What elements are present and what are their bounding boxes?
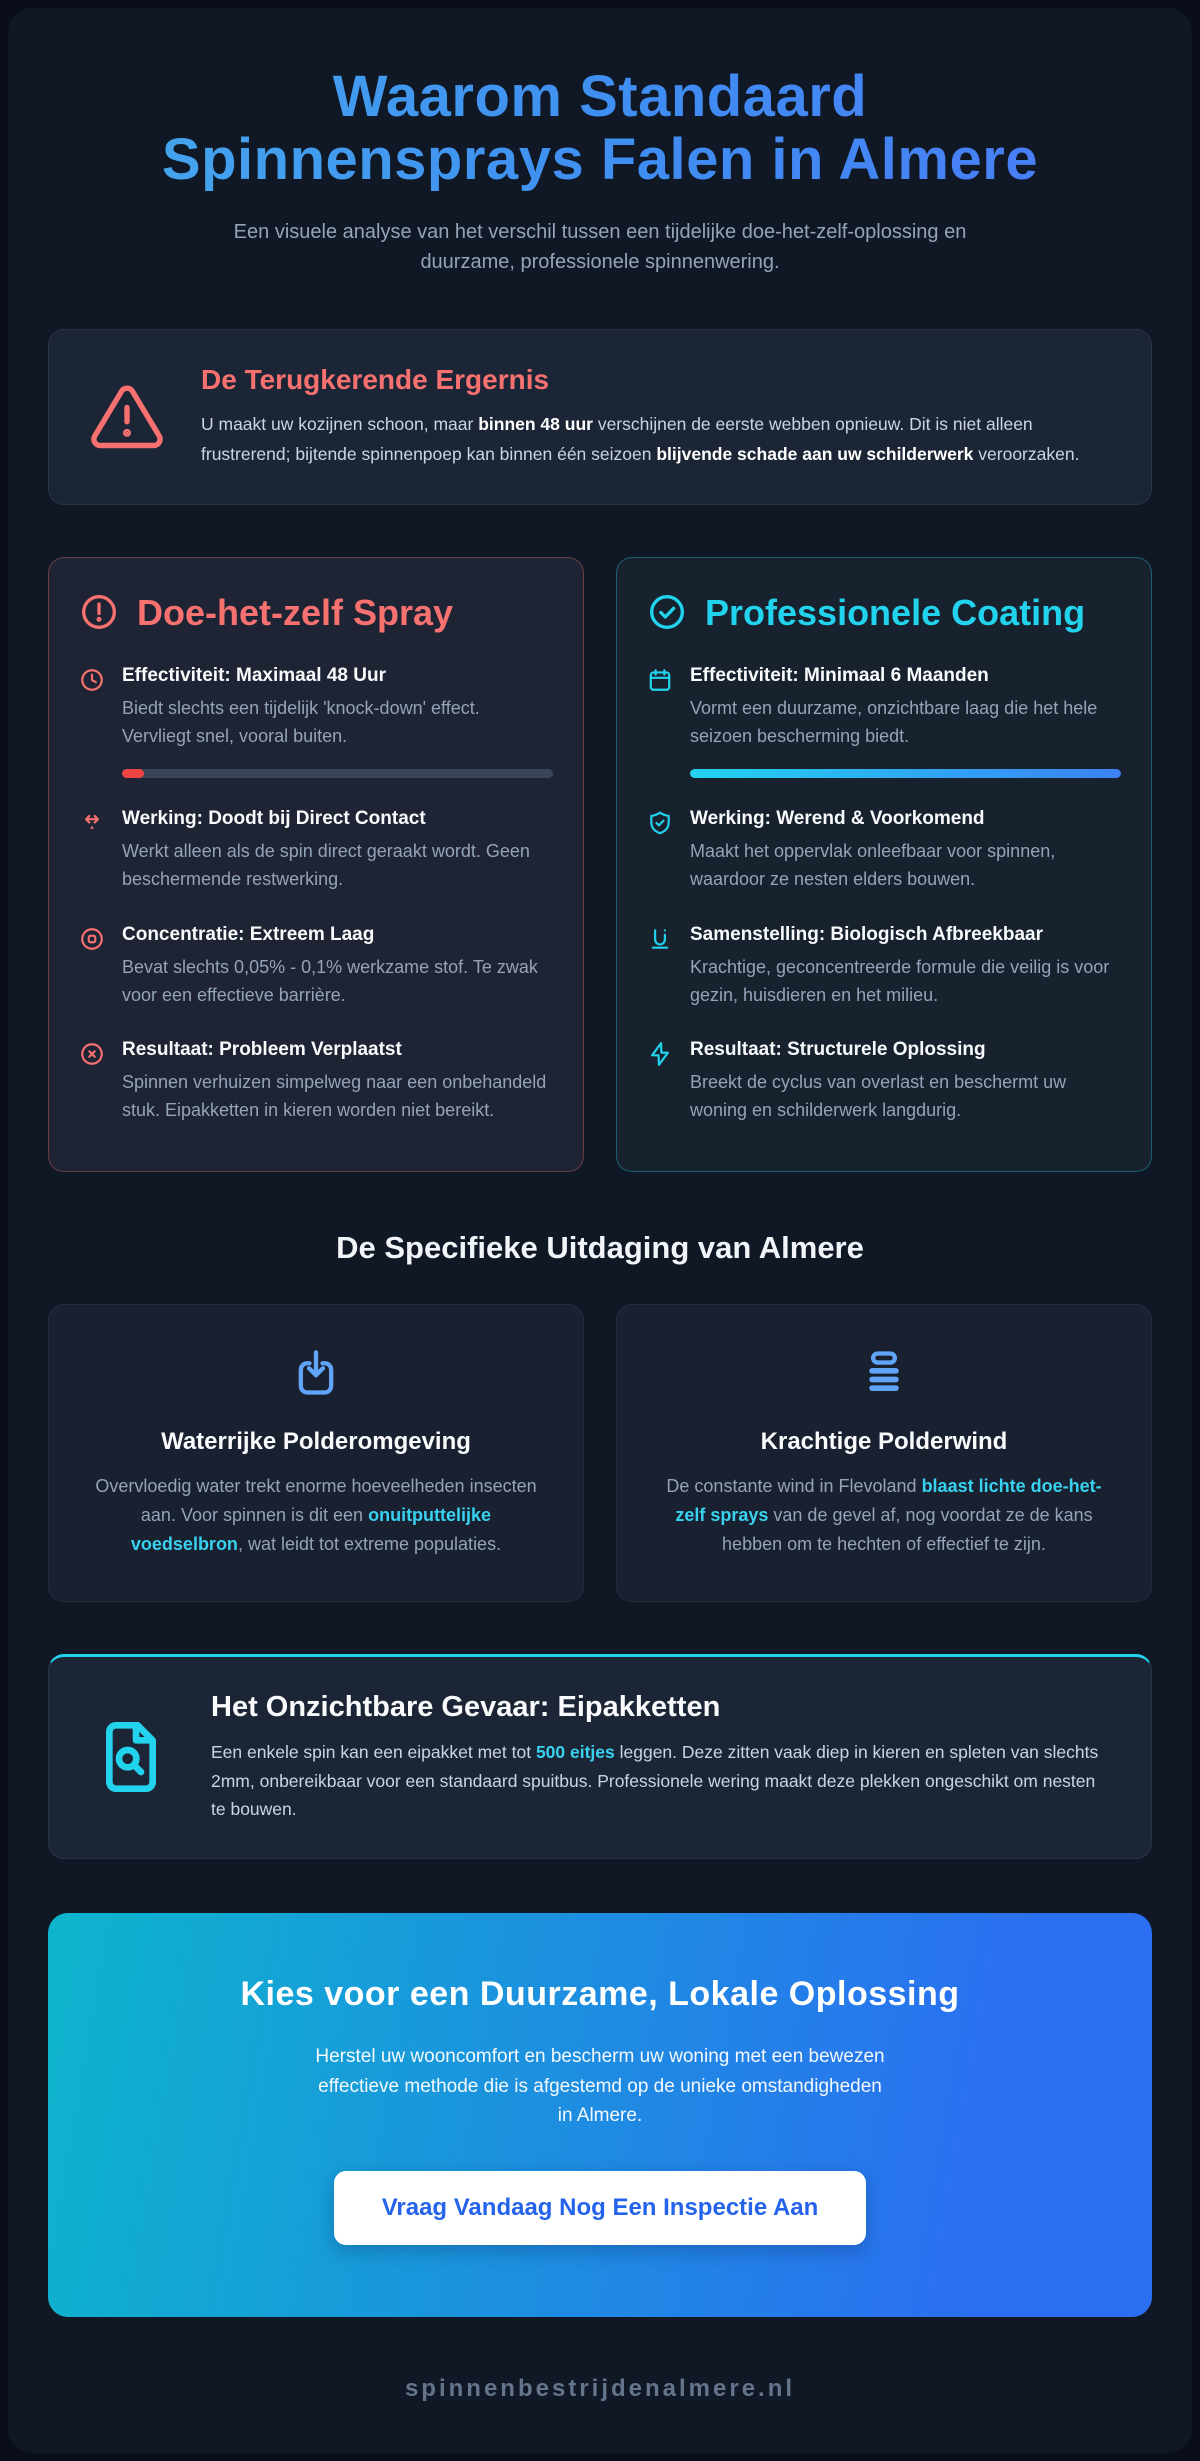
diy-item-concentratie — [79, 924, 553, 1010]
page-title-line1: Waarom Standaard — [332, 64, 868, 129]
diy-item-desc: Spinnen verhuizen simpelweg naar een onbehandeld stuk. Eipakketten in kieren worden niet bereikt. — [122, 1072, 547, 1121]
pro-item-desc: Vormt een duurzame, onzichtbare laag die het hele seizoen bescherming biedt. — [690, 698, 1098, 747]
x-circle-icon — [79, 1039, 105, 1125]
cta-card — [48, 1913, 1152, 2316]
pro-item-samenstelling — [647, 924, 1121, 1010]
diy-item-desc: Biedt slechts een tijdelijk 'knock-down' effect. Vervliegt snel, vooral buiten. — [122, 698, 480, 747]
pro-item-desc: Maakt het oppervlak onleefbaar voor spinnen, waardoor ze nesten elders bouwen. — [690, 840, 1056, 889]
pro-item-title: Resultaat: Structurele Oplossing — [690, 1039, 986, 1061]
polder-water-title: Waterrijke Polderomgeving — [161, 1428, 471, 1456]
page-title — [48, 66, 1152, 191]
diy-progress-fill — [122, 769, 144, 778]
diy-item-title: Concentratie: Extreem Laag — [122, 923, 375, 945]
egg-packets-card — [48, 1654, 1152, 1860]
diy-item-effectiviteit — [79, 665, 553, 778]
recurring-annoyance-title: De Terugkerende Ergernis — [201, 364, 550, 396]
egg-packets-text: Een enkele spin kan een eipakket met tot 500 eitjes leggen. Deze zitten vaak diep in kieren en spleten van slechts 2mm, onbereikbaar voor een standaard spuitbus. Professionele wering maakt deze plekken ongeschikt om nesten te bouwen. — [211, 1741, 1099, 1820]
recurring-annoyance-content — [201, 364, 1111, 470]
pro-item-title: Werking: Werend & Voorkomend — [690, 807, 985, 829]
cta-title: Kies voor een Duurzame, Lokale Oplossing — [240, 1975, 960, 2014]
egg-packets-title: Het Onzichtbare Gevaar: Eipakketten — [211, 1690, 721, 1723]
clock-icon — [79, 665, 105, 778]
water-import-icon — [290, 1347, 342, 1399]
footer-site-name: spinnenbestrijdenalmere.nl — [404, 2374, 796, 2402]
diy-progress-track — [122, 769, 553, 778]
cta-text: Herstel uw wooncomfort en bescherm uw woning met een bewezen effectieve methode die is afgestemd op de unieke omstandigheden in Almere. — [315, 2046, 885, 2127]
comparison-grid — [48, 557, 1152, 1173]
polder-wind-card — [616, 1304, 1152, 1601]
diy-item-title: Resultaat: Probleem Verplaatst — [122, 1039, 402, 1061]
diy-item-title: Werking: Doodt bij Direct Contact — [122, 807, 426, 829]
recurring-annoyance-text: U maakt uw kozijnen schoon, maar binnen 48 uur verschijnen de eerste webben opnieuw. Dit is niet alleen frustrerend; bijtende spinnenpoep kan binnen één seizoen blijvende schade aan uw schilderwerk veroorzaken. — [201, 414, 1080, 464]
diy-item-title: Effectiviteit: Maximaal 48 Uur — [122, 665, 386, 687]
diy-item-desc: Bevat slechts 0,05% - 0,1% werkzame stof. Te zwak voor een effectieve barrière. — [122, 956, 538, 1005]
pro-panel-header — [647, 592, 1121, 633]
pro-progress-track — [690, 769, 1121, 778]
pro-coating-panel — [616, 557, 1152, 1173]
polder-water-card — [48, 1304, 584, 1601]
pro-item-title: Effectiviteit: Minimaal 6 Maanden — [690, 665, 989, 687]
polder-water-text: Overvloedig water trekt enorme hoeveelheden insecten aan. Voor spinnen is dit een onuitputtelijke voedselbron, wat leidt tot extreme populaties. — [95, 1476, 537, 1554]
pro-item-werking — [647, 808, 1121, 894]
file-search-icon — [91, 1717, 171, 1797]
pro-item-effectiviteit — [647, 665, 1121, 778]
lightning-bolt-icon — [647, 1039, 673, 1125]
recurring-annoyance-card — [48, 329, 1152, 505]
calendar-icon — [647, 665, 673, 778]
check-circle-icon — [647, 592, 687, 632]
egg-packets-content — [211, 1691, 1109, 1825]
pro-panel-title: Professionele Coating — [705, 591, 1086, 633]
diy-item-desc: Werkt alleen als de spin direct geraakt wordt. Geen beschermende restwerking. — [122, 840, 530, 889]
pro-item-desc: Krachtige, geconcentreerde formule die veilig is voor gezin, huisdieren en het milieu. — [690, 956, 1110, 1005]
pro-item-desc: Breekt de cyclus van overlast en beschermt uw woning en schilderwerk langdurig. — [690, 1072, 1067, 1121]
diy-panel-title: Doe-het-zelf Spray — [137, 591, 454, 633]
diy-item-werking — [79, 808, 553, 894]
alert-circle-icon — [79, 592, 119, 632]
pro-item-title: Samenstelling: Biologisch Afbreekbaar — [690, 923, 1043, 945]
warning-triangle-icon — [89, 379, 165, 455]
page-subtitle: Een visuele analyse van het verschil tussen een tijdelijke doe-het-zelf-oplossing en duurzame, professionele spinnenwering. — [233, 221, 967, 274]
diy-panel-header — [79, 592, 553, 633]
page-title-line2: Spinnensprays Falen in Almere — [161, 126, 1039, 192]
diy-spray-panel — [48, 557, 584, 1173]
diy-item-resultaat — [79, 1039, 553, 1125]
polder-wind-title: Krachtige Polderwind — [760, 1428, 1008, 1456]
almere-grid — [48, 1304, 1152, 1601]
spray-contact-icon — [79, 808, 105, 894]
beaker-icon — [647, 924, 673, 1010]
polder-wind-text: De constante wind in Flevoland blaast lichte doe-het-zelf sprays van de gevel af, nog voordat ze de kans hebben om te hechten of effectief te zijn. — [666, 1476, 1102, 1554]
wind-layers-icon — [858, 1347, 910, 1399]
pro-item-resultaat — [647, 1039, 1121, 1125]
almere-section-title: De Specifieke Uitdaging van Almere — [336, 1230, 864, 1266]
pro-progress-fill — [690, 769, 1121, 778]
request-inspection-button[interactable]: Vraag Vandaag Nog Een Inspectie Aan — [334, 2171, 867, 2245]
shield-check-icon — [647, 808, 673, 894]
infographic-page — [8, 8, 1192, 2453]
stop-circle-icon — [79, 924, 105, 1010]
